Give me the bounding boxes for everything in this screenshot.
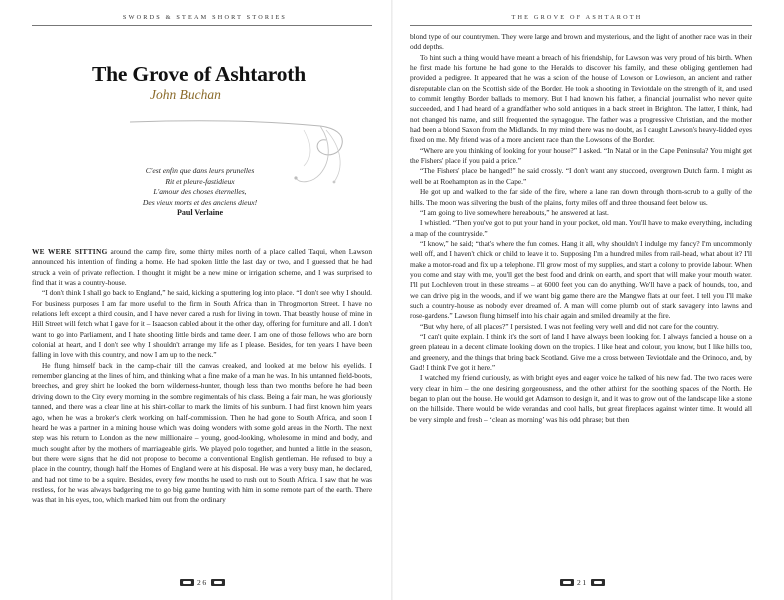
- running-head-left: SWORDS & STEAM SHORT STORIES: [122, 14, 288, 21]
- running-head-right: THE GROVE OF ASHTAROTH: [511, 14, 643, 21]
- body-text-right: [410, 32, 752, 425]
- paragraph: He got up and walked to the far side of the fire, where a lane ran down through thorn-scrub to a gully of the hills. The moon was silvering the bush of the plains, forty miles off and three thousand feet below us.: [410, 187, 752, 207]
- opening-words: WE WERE SITTING: [32, 247, 108, 256]
- paragraph: “Where are you thinking of looking for your house?” I asked. “In Natal or in the Cape Peninsula? You might get the Fishers' place if you paid a price.”: [410, 145, 752, 166]
- right-page: [392, 0, 784, 600]
- book-ornament-icon: [211, 579, 225, 586]
- epigraph-line: Rit et pleure-fastidieux: [165, 176, 235, 186]
- page-number: 21: [577, 578, 588, 587]
- epigraph-attribution: Paul Verlaine: [176, 208, 223, 218]
- paragraph: “But why here, of all places?” I persisted. I was not feeling very well and did not care for the country.: [420, 321, 719, 331]
- paragraph: “I am going to live somewhere hereabouts,” he answered at last.: [420, 207, 609, 217]
- paragraph: To hint such a thing would have meant a breach of his friendship, for Lawson was very proud of his birth. When he first made his fortune he had gone to the Heralds to discover his family, and these obliging gentlemen had provided a pedigree. It appeared that he was a scion of the house of Lowson or Lowieson, an ancient and rather disreputable clan on the Scottish side of the Border. He took a shooting in Teviotdale on the strength of it, and used to commit lengthy Border ballads to memory. But I had known his father, a financial journalist who never quite succeeded, and I had heard of a grandfather who sold antiques in a back street in Brighton. The latter, I think, had not changed his name, and still frequented the synagogue. The father was a progressive Christian, and the mother had been a blond Saxon from the Midlands. In my mind there was no doubt, as I caught Lawson's heavy-lidded eyes fixed on me. My friend was of a more ancient race than the Lowsons of the Border.: [410, 52, 752, 145]
- paragraph: I whistled. “Then you've got to put your hand in your pocket, old man. You'll have to make everything, including a map of the countryside.”: [410, 218, 752, 238]
- epigraph-line: L'amour des choses éternelles,: [153, 187, 247, 197]
- paragraph: [32, 247, 372, 288]
- title-block: [60, 60, 340, 150]
- paragraph: “I know,” he said; “that's where the fun comes. Hang it all, why shouldn't I indulge my fancy? I'm uncommonly well off, and I haven't chick or child to leave it to. Supposing I'm a hundred miles from rail-head, what about it? I'll make a motor-road and fix up a telephone. I'll grow most of my supplies, and start a colony to provide labour. When you come and stay with me, you'll get the best food and drink on earth, and sport that will make your mouth water. I'll put Lochleven trout in these streams – at 6000 feet you can do anything. We'll have a pack of hounds, too, and we can drive pig in the woods, and if we want big game there are the Mangwe flats at our feet. I tell you I'll make such a country-house as nobody ever dreamed of. A man will come plumb out of stark savagery into lawns and rose-gardens.” Lawson flung himself into his chair again and smiled dreamily at the fire.: [410, 238, 752, 321]
- author-name: John Buchan: [150, 87, 221, 102]
- book-ornament-icon: [560, 579, 574, 586]
- book-ornament-icon: [180, 579, 194, 586]
- book-ornament-icon: [591, 579, 605, 586]
- paragraph: I watched my friend curiously, as with bright eyes and eager voice he talked of his new fad. The two races were very clear in him – the one desiring gorgeousness, and the other athirst for the soothing spaces of the North. He began to plan out the house. He would get Adamson to design it, and it was to grow out of the landscape like a stone on the hillside. There would be wide verandas and cool halls, but great fireplaces against winter time. It would all be very simple and fresh – ‘clean as morning’ was his odd phrase; but then: [410, 373, 752, 424]
- paragraph: blond type of our countrymen. They were large and brown and mysterious, and the light of another race was in their odd depths.: [410, 32, 752, 52]
- header-rule-right: [410, 25, 752, 26]
- page-number: 26: [197, 578, 208, 587]
- body-text-left: [32, 247, 372, 506]
- paragraph: “I can't quite explain. I think it's the sort of land I have always been looking for. I always fancied a house on a green plateau in a decent climate looking down on the tropics. I like heat and colour, you know, but I like hills too, and greenery, and the things that bring back Scotland. Give me a cross between Teviotdale and the Orinoco, and, by Gad! I think I've got it here.”: [410, 331, 752, 372]
- epigraph-line: C'est enfin que dans leurs prunelles: [145, 166, 255, 175]
- paragraph: “The Fishers' place be hanged!” he said crossly. “I don't want any stuccoed, overgrown Dutch farm. I might as well be at Roehampton as in the Cape.”: [410, 166, 752, 186]
- page-number-left: [180, 578, 225, 587]
- paragraph-text: around the camp fire, some thirty miles north of a place called Taqui, when Lawson announced his intention of finding a home. He had spoken little the last day or two, and I guessed that he had struck a vein of private reflection. I thought it might be a new mine or irrigation scheme, and I was surprised to find that it was a country-house.: [32, 247, 372, 288]
- story-title: The Grove of Ashtaroth: [92, 62, 306, 86]
- paragraph: “I don't think I shall go back to England,” he said, kicking a sputtering log into place. “I don't see why I should. For business purposes I am far more useful to the firm in South Africa than in Throgmorton Street. I have no relations left except a third cousin, and I have never cared a rush for living in town. That beastly house of mine in Hill Street will fetch what I gave for it – Isaacson cabled about it the other day, offering for furniture and all. I don't want to go into Parliament, and I hate shooting little birds and tame deer. I am one of those fellows who are born colonial at heart, and I don't see why I shouldn't arrange my life as I please. Besides, for ten years I have been falling in love with this country, and now I am up to the neck.”: [32, 288, 372, 360]
- header-rule-left: [32, 25, 372, 26]
- page-number-right: [560, 578, 605, 587]
- epigraph: [70, 166, 330, 219]
- paragraph: He flung himself back in the camp-chair till the canvas creaked, and looked at me below his eyelids. I remember glancing at the lines of him, and thinking what a fine make of a man he was. In his untanned field-boots, breeches, and grey shirt he looked the born wilderness-hunter, though less than two months before he had been driving down to the City every morning in the sombre regimentals of his class. Being a fair man, he was gloriously tanned, and there was a clear line at his shirt-collar to mark the limits of his sunburn. I had first known him years ago, when he was a broker's clerk working on half-commission. Then he had gone to South Africa, and soon I heard he was a partner in a mining house which was doing wonders with some gold areas in the North. The next step was his return to London as the new millionaire – young, good-looking, wholesome in mind and body, and much sought after by the mothers of marriageable girls. We played polo together, and hunted a little in the season, but there were signs that he did not propose to become a conventional English gentleman. He refused to buy a place in the country, though half the Homes of England were at his disposal. He was a very busy man, he declared, and had not time to be a squire. Besides, every few months he used to rush out to South Africa. I saw that he was restless, for he was always badgering me to go big game hunting with him in some remote part of the earth. There was that in his eyes, too, which marked him out from the ordinary: [32, 360, 372, 505]
- epigraph-line: Des vieux morts et des anciens dieux!: [142, 197, 258, 207]
